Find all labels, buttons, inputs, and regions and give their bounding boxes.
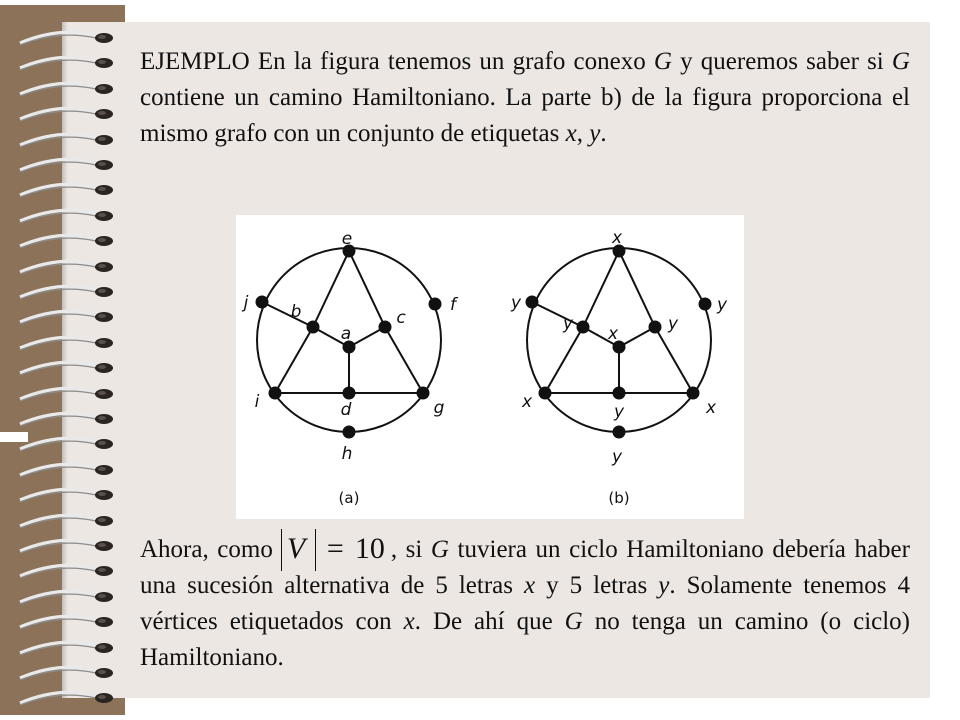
- vertex-label-c: y: [667, 314, 679, 334]
- spiral-ring: [18, 612, 118, 634]
- formula-number: 10: [354, 532, 385, 565]
- vertex-b: [577, 321, 590, 334]
- vertex-label-i: i: [254, 392, 260, 412]
- edge-c-g: [385, 327, 423, 393]
- vertex-d: [343, 387, 356, 400]
- spiral-ring: [18, 206, 118, 228]
- abs-bar-left: [281, 529, 282, 571]
- spiral-ring: [18, 409, 118, 431]
- spiral-ring: [18, 663, 118, 685]
- text-run: . De ahí que: [414, 608, 565, 635]
- vertex-j: [256, 296, 269, 309]
- text-run: tuviera un ciclo Hamiltoniano debería haber una sucesión alternativa de 5 letras: [140, 536, 910, 599]
- conclusion-paragraph: [140, 532, 910, 676]
- vertex-b: [307, 321, 320, 334]
- symbol-g: G: [430, 536, 449, 563]
- vertex-label-c: c: [396, 308, 406, 328]
- spiral-ring: [18, 307, 118, 329]
- vertex-h: [613, 426, 626, 439]
- abs-bar-right: [315, 529, 316, 571]
- formula-variable: V: [286, 532, 306, 565]
- vertex-label-j: j: [243, 293, 249, 313]
- edge-b-i: [275, 327, 313, 393]
- vertex-f: [699, 298, 712, 311]
- spiral-ring: [18, 358, 118, 380]
- vertex-label-f: y: [716, 295, 728, 315]
- spiral-ring: [18, 333, 118, 355]
- spiral-ring: [18, 28, 118, 50]
- text-run: .: [600, 120, 607, 147]
- vertex-f: [429, 298, 442, 311]
- vertex-label-j: y: [510, 293, 522, 313]
- example-paragraph: [140, 44, 910, 152]
- graph-b: [510, 228, 728, 507]
- symbol-x: x: [403, 608, 415, 635]
- vertex-j: [526, 296, 539, 309]
- edge-e-b: [583, 251, 619, 327]
- vertex-c: [649, 321, 662, 334]
- graph-figure: [236, 215, 744, 519]
- vertex-label-h: y: [611, 447, 623, 467]
- spiral-ring: [18, 53, 118, 75]
- vertex-label-h: h: [341, 444, 353, 464]
- figure-caption: (a): [338, 489, 360, 507]
- edge-b-j: [262, 302, 313, 327]
- vertex-label-g: x: [705, 398, 717, 418]
- spiral-ring: [18, 434, 118, 456]
- symbol-x: x: [523, 572, 536, 599]
- spiral-ring: [18, 257, 118, 279]
- vertex-label-d: y: [613, 402, 625, 422]
- graph-a: [242, 229, 459, 507]
- edge-e-b: [313, 251, 349, 327]
- vertex-i: [539, 387, 552, 400]
- vertex-label-a: x: [607, 324, 619, 344]
- figure-caption: (b): [608, 489, 630, 507]
- spiral-ring: [18, 282, 118, 304]
- vertex-label-b: b: [290, 302, 302, 322]
- text-run: y 5 letras: [535, 572, 659, 599]
- text-run: Ahora, como: [140, 536, 273, 563]
- symbol-y: y: [589, 120, 601, 147]
- text-run: contiene un camino Hamiltoniano. La parte b) de la figura proporciona el mismo grafo con un conjunto de etiquetas: [140, 84, 910, 147]
- edge-e-c: [619, 251, 655, 327]
- vertex-label-b: y: [562, 314, 574, 334]
- symbol-x: x: [565, 120, 577, 147]
- vertex-label-a: a: [340, 324, 352, 344]
- spiral-ring: [18, 155, 118, 177]
- spiral-ring: [18, 130, 118, 152]
- spiral-ring: [18, 561, 118, 583]
- edge-b-i: [545, 327, 583, 393]
- spiral-ring: [18, 638, 118, 660]
- spiral-ring: [18, 180, 118, 202]
- vertex-label-i: x: [521, 392, 533, 412]
- graphs-svg: [236, 215, 744, 519]
- symbol-g: G: [891, 48, 910, 75]
- vertex-label-e: e: [341, 229, 353, 249]
- spiral-ring: [18, 231, 118, 253]
- spiral-ring: [18, 587, 118, 609]
- vertex-label-g: g: [433, 398, 445, 418]
- text-run: . Solamente tenemos 4 vértices etiquetados con: [140, 572, 911, 635]
- spiral-ring: [18, 79, 118, 101]
- vertex-g: [687, 387, 700, 400]
- edge-e-c: [349, 251, 385, 327]
- vertex-count-formula: [273, 533, 391, 563]
- vertex-c: [379, 321, 392, 334]
- text-run: no tenga un camino (o ciclo) Hamiltoniano.: [140, 608, 911, 671]
- vertex-label-e: x: [611, 228, 623, 248]
- vertex-label-f: f: [450, 295, 456, 315]
- vertex-h: [343, 426, 356, 439]
- edge-b-j: [532, 302, 583, 327]
- spiral-ring: [18, 536, 118, 558]
- edge-c-g: [655, 327, 693, 393]
- vertex-g: [417, 387, 430, 400]
- spiral-ring: [18, 104, 118, 126]
- vertex-i: [269, 387, 282, 400]
- text-run: ,: [576, 120, 590, 147]
- spiral-ring: [18, 511, 118, 533]
- spiral-ring: [18, 688, 118, 710]
- vertex-label-d: d: [340, 400, 352, 420]
- spiral-ring: [18, 384, 118, 406]
- spiral-ring: [18, 460, 118, 482]
- text-run: , si: [390, 536, 431, 563]
- text-run: y queremos saber si: [671, 48, 892, 75]
- symbol-g: G: [653, 48, 672, 75]
- formula-equals: =: [326, 532, 344, 565]
- symbol-g: G: [564, 608, 583, 635]
- text-run: EJEMPLO En la figura tenemos un grafo conexo: [140, 48, 654, 75]
- vertex-d: [613, 387, 626, 400]
- spiral-ring: [18, 485, 118, 507]
- symbol-y: y: [658, 572, 670, 599]
